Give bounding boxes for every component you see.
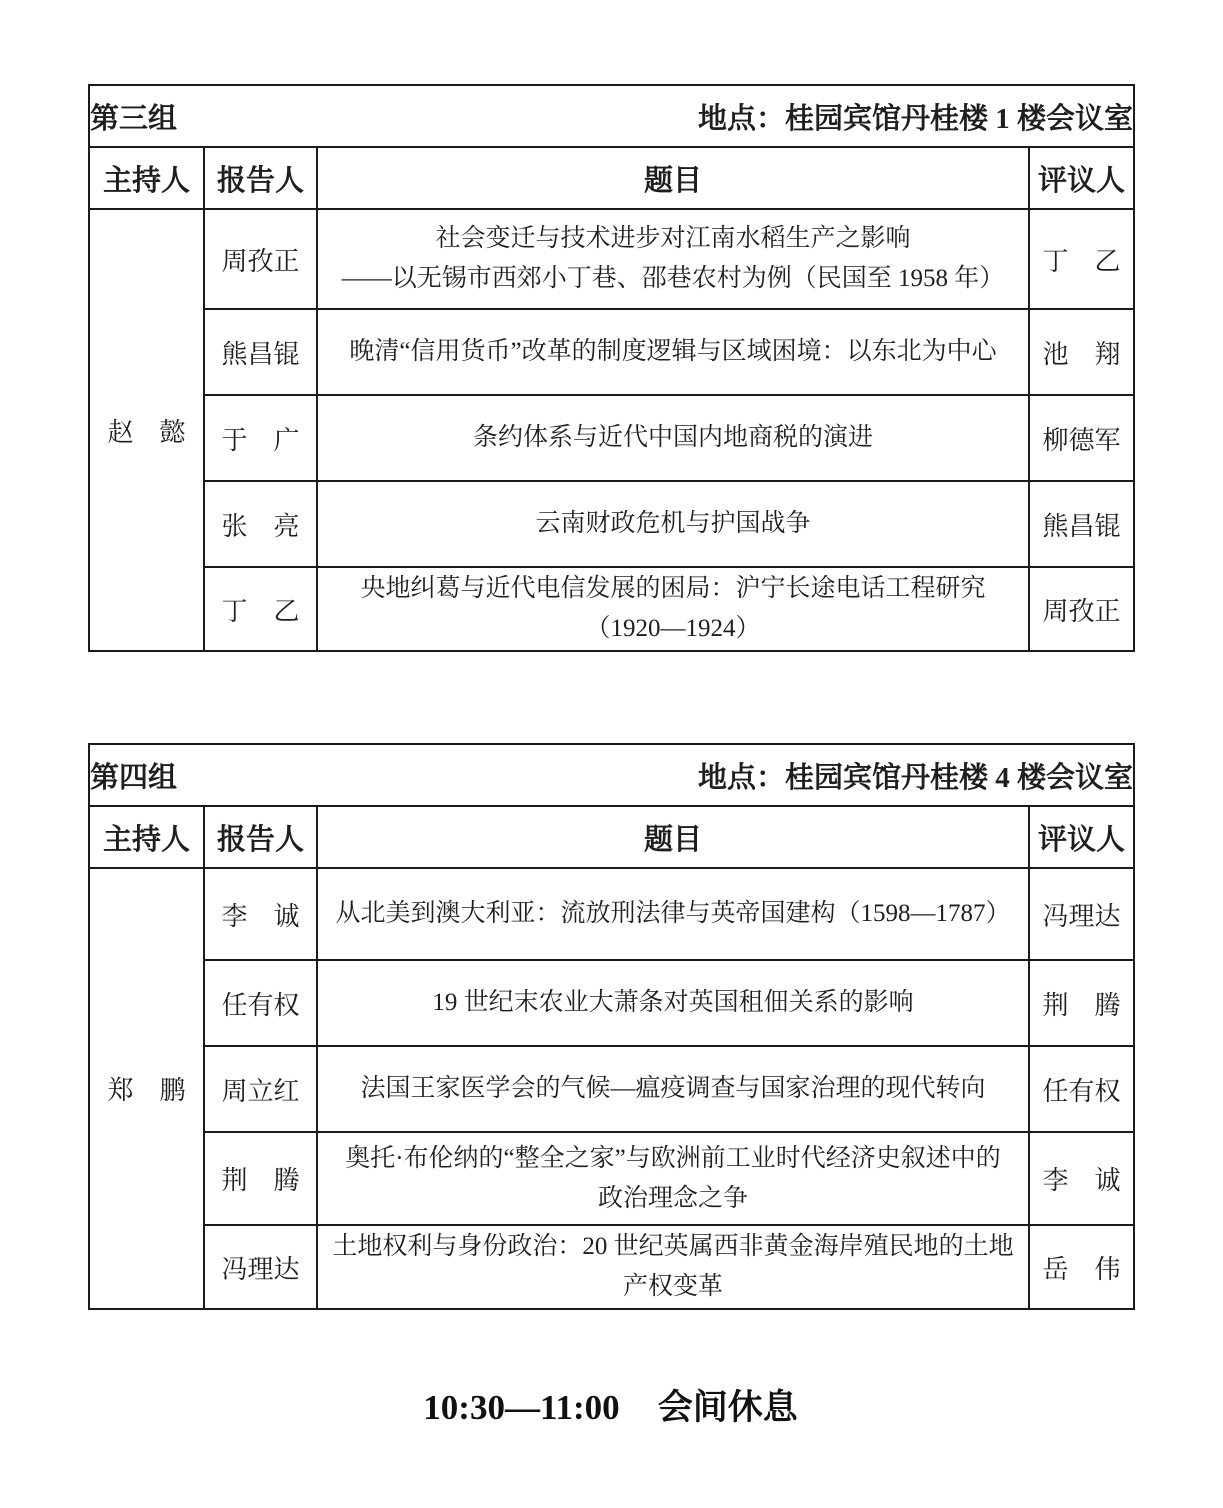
group3-col-presenter: 报告人 xyxy=(204,147,317,209)
discussant: 熊昌锟 xyxy=(1029,481,1134,567)
group3-table xyxy=(88,84,1135,652)
paper-title xyxy=(317,309,1029,395)
discussant: 冯理达 xyxy=(1029,868,1134,960)
presenter: 任有权 xyxy=(204,960,317,1046)
presenter: 李 诚 xyxy=(204,868,317,960)
break-note xyxy=(88,1390,1133,1425)
paper-title-line: 19 世纪末农业大萧条对英国租佃关系的影响 xyxy=(432,989,914,1016)
paper-title xyxy=(317,1132,1029,1225)
discussant: 周孜正 xyxy=(1029,567,1134,651)
group4-session-row xyxy=(89,960,1134,1046)
presenter: 张 亮 xyxy=(204,481,317,567)
group4-session-row xyxy=(89,1225,1134,1309)
presenter: 冯理达 xyxy=(204,1225,317,1309)
group4-col-discussant: 评议人 xyxy=(1029,806,1134,868)
group4-table xyxy=(88,743,1135,1310)
discussant: 任有权 xyxy=(1029,1046,1134,1132)
group4-col-title: 题目 xyxy=(317,806,1029,868)
group4-session-row xyxy=(89,1132,1134,1225)
paper-title-line: （1920—1924） xyxy=(585,615,761,642)
discussant: 岳 伟 xyxy=(1029,1225,1134,1309)
discussant: 柳德军 xyxy=(1029,395,1134,481)
paper-title-line: 社会变迁与技术进步对江南水稻生产之影响 xyxy=(435,225,911,252)
paper-title-line: 土地权利与身份政治：20 世纪英属西非黄金海岸殖民地的土地 xyxy=(332,1233,1014,1260)
group3-session-row xyxy=(89,567,1134,651)
paper-title-line: 从北美到澳大利亚：流放刑法律与英帝国建构（1598—1787） xyxy=(335,900,1011,927)
group3-session-row xyxy=(89,309,1134,395)
group3-col-chair: 主持人 xyxy=(89,147,204,209)
group3-session-row xyxy=(89,209,1134,309)
discussant: 丁 乙 xyxy=(1029,209,1134,309)
group4-name: 第四组 xyxy=(90,761,178,794)
presenter: 熊昌锟 xyxy=(204,309,317,395)
group3-session-row xyxy=(89,481,1134,567)
paper-title-line: 晚清“信用货币”改革的制度逻辑与区域困境：以东北为中心 xyxy=(349,338,997,365)
presenter: 荆 腾 xyxy=(204,1132,317,1225)
paper-title-line: 云南财政危机与护国战争 xyxy=(535,510,811,537)
presenter: 周孜正 xyxy=(204,209,317,309)
group3-location: 地点：桂园宾馆丹桂楼 1 楼会议室 xyxy=(698,102,1134,135)
group3-session-row xyxy=(89,395,1134,481)
group3-title-row xyxy=(89,85,1134,147)
presenter: 丁 乙 xyxy=(204,567,317,651)
group4-header-row xyxy=(89,806,1134,868)
paper-title-line: 条约体系与近代中国内地商税的演进 xyxy=(472,424,873,451)
paper-title-line: 央地纠葛与近代电信发展的困局：沪宁长途电话工程研究 xyxy=(360,575,986,602)
paper-title-line: 奥托·布伦纳的“整全之家”与欧洲前工业时代经济史叙述中的 xyxy=(345,1144,1001,1172)
paper-title-line: 政治理念之争 xyxy=(597,1184,748,1212)
paper-title xyxy=(317,960,1029,1046)
group4-session-row xyxy=(89,1046,1134,1132)
group4-title-row xyxy=(89,744,1134,806)
group4-col-chair: 主持人 xyxy=(89,806,204,868)
paper-title xyxy=(317,1225,1029,1309)
group4-chair: 郑 鹏 xyxy=(89,868,204,1309)
group4-col-presenter: 报告人 xyxy=(204,806,317,868)
paper-title-line: 法国王家医学会的气候—瘟疫调查与国家治理的现代转向 xyxy=(360,1075,986,1102)
group4-location: 地点：桂园宾馆丹桂楼 4 楼会议室 xyxy=(698,761,1134,794)
paper-title-line: ——以无锡市西郊小丁巷、邵巷农村为例（民国至 1958 年） xyxy=(341,265,1005,292)
paper-title xyxy=(317,395,1029,481)
presenter: 于 广 xyxy=(204,395,317,481)
paper-title xyxy=(317,868,1029,960)
break-label: 会间休息 xyxy=(657,1388,798,1427)
discussant: 荆 腾 xyxy=(1029,960,1134,1046)
group3-header-row xyxy=(89,147,1134,209)
group3-col-title: 题目 xyxy=(317,147,1029,209)
group4-session-row xyxy=(89,868,1134,960)
paper-title xyxy=(317,209,1029,309)
paper-title xyxy=(317,481,1029,567)
paper-title-line: 产权变革 xyxy=(622,1273,723,1300)
group3-chair: 赵 懿 xyxy=(89,209,204,651)
group3-name: 第三组 xyxy=(90,102,178,135)
discussant: 池 翔 xyxy=(1029,309,1134,395)
paper-title xyxy=(317,567,1029,651)
presenter: 周立红 xyxy=(204,1046,317,1132)
group3-col-discussant: 评议人 xyxy=(1029,147,1134,209)
discussant: 李 诚 xyxy=(1029,1132,1134,1225)
paper-title xyxy=(317,1046,1029,1132)
break-time: 10:30—11:00 xyxy=(423,1388,620,1427)
